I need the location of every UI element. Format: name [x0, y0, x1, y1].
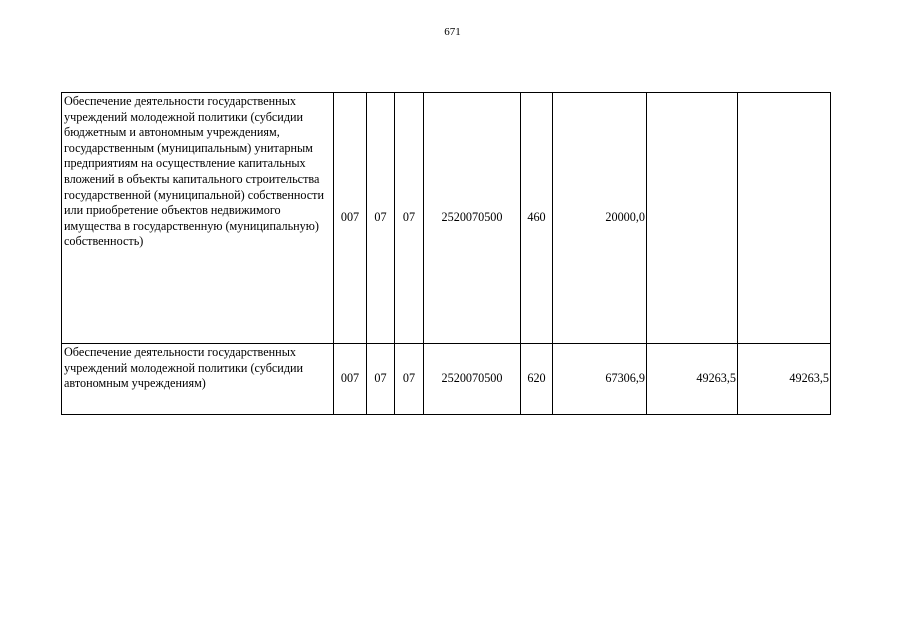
subsection-code-cell: 07 — [395, 344, 424, 415]
table-row — [62, 344, 831, 415]
amount-1-cell: 67306,9 — [553, 344, 647, 415]
row-description: Обеспечение деятельности государственных учреждений молодежной политики (субсидии автономным учреждениям) — [62, 344, 334, 415]
table-row — [62, 93, 831, 344]
page-number: 671 — [444, 26, 461, 38]
expense-type-cell: 620 — [521, 344, 553, 415]
amount-2-cell — [647, 93, 738, 344]
amount-1-cell: 20000,0 — [553, 93, 647, 344]
row-description: Обеспечение деятельности государственных учреждений молодежной политики (субсидии бюджетным и автономным учреждениям, государственным (муниципальным) унитарным предприятиям на осуществление капитальных вложений в объекты капитального строительства государственной (муниципальной) собственности или приобретение объектов недвижимого имущества в государственную (муниципальную) собственность) — [62, 93, 334, 344]
amount-3-cell: 49263,5 — [738, 344, 831, 415]
expense-type-cell: 460 — [521, 93, 553, 344]
target-article-cell: 2520070500 — [424, 344, 521, 415]
ministry-code-cell: 007 — [334, 344, 367, 415]
amount-3-cell — [738, 93, 831, 344]
section-code-cell: 07 — [367, 93, 395, 344]
section-code-cell: 07 — [367, 344, 395, 415]
budget-table — [61, 92, 831, 415]
amount-2-cell: 49263,5 — [647, 344, 738, 415]
ministry-code-cell: 007 — [334, 93, 367, 344]
target-article-cell: 2520070500 — [424, 93, 521, 344]
subsection-code-cell: 07 — [395, 93, 424, 344]
